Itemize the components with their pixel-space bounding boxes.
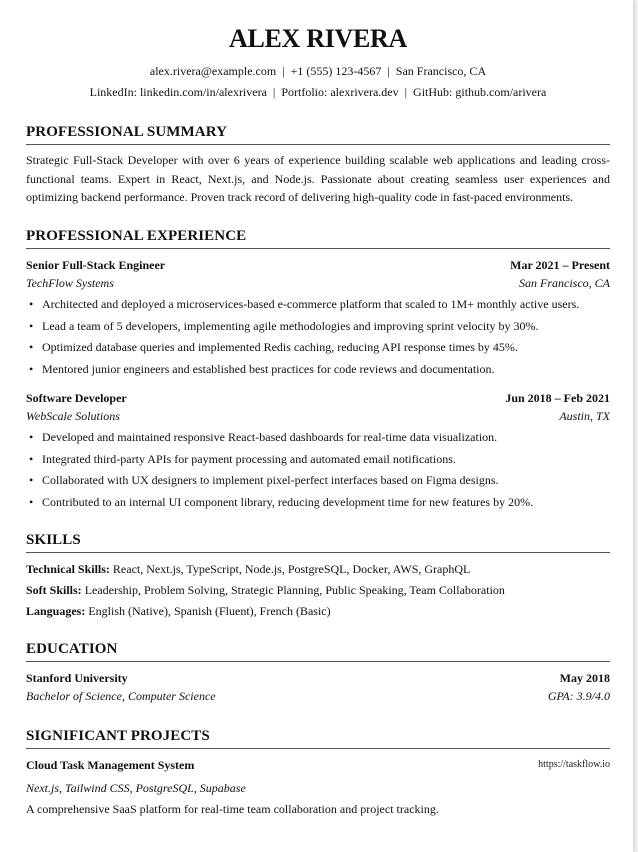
job-bullets	[26, 294, 610, 380]
section-title-education: EDUCATION	[26, 640, 610, 662]
education-degree: Bachelor of Science, Computer Science	[26, 689, 216, 704]
contact-line-primary	[26, 61, 610, 82]
contact-separator: |	[282, 64, 285, 78]
contact-separator: |	[387, 64, 390, 78]
job-bullet: • Contributed to an internal UI component library, reducing development time for new features by 20%.	[26, 492, 610, 514]
phone-number: +1 (555) 123-4567	[290, 64, 382, 78]
summary-section	[26, 123, 610, 207]
project-stack: Next.js, Tailwind CSS, PostgreSQL, Supabase	[26, 781, 246, 796]
skills-languages-value: English (Native), Spanish (Fluent), French (Basic)	[88, 604, 331, 619]
projects-section	[26, 727, 610, 820]
job-dates: Mar 2021 – Present	[510, 258, 610, 273]
job-bullets	[26, 427, 610, 513]
section-title-summary: PROFESSIONAL SUMMARY	[26, 123, 610, 145]
skills-soft-label: Soft Skills:	[26, 583, 82, 598]
portfolio-link[interactable]: Portfolio: alexrivera.dev	[281, 85, 399, 99]
skills-soft-value: Leadership, Problem Solving, Strategic Planning, Public Speaking, Team Collaboration	[84, 583, 505, 598]
summary-text: Strategic Full-Stack Developer with over 6 years of experience building scalable web applications and leading cross-functional teams. Expert in React, Next.js, and Node.js. Passionate about creating seamless user experiences and optimizing backend performance. Proven track record of delivering high-quality code in fast-paced environments.	[26, 153, 610, 205]
skills-section	[26, 531, 610, 622]
job-location: Austin, TX	[559, 409, 610, 424]
job-entry	[26, 256, 610, 380]
job-dates: Jun 2018 – Feb 2021	[505, 391, 610, 406]
education-school: Stanford University	[26, 671, 128, 686]
project-entry	[26, 756, 610, 820]
job-role: Software Developer	[26, 391, 127, 406]
contact-separator: |	[272, 85, 276, 99]
section-title-experience: PROFESSIONAL EXPERIENCE	[26, 227, 610, 249]
github-link[interactable]: GitHub: github.com/arivera	[413, 85, 547, 99]
project-link[interactable]: https://taskflow.io	[538, 759, 610, 771]
skills-technical-label: Technical Skills:	[26, 562, 110, 577]
job-location: San Francisco, CA	[519, 276, 610, 291]
resume-content	[26, 24, 610, 820]
skills-technical-value: React, Next.js, TypeScript, Node.js, PostgreSQL, Docker, AWS, GraphQL	[112, 562, 471, 577]
section-title-projects: SIGNIFICANT PROJECTS	[26, 727, 610, 749]
job-bullet: • Developed and maintained responsive React-based dashboards for real-time data visualization.	[26, 427, 610, 449]
job-company: WebScale Solutions	[26, 409, 120, 424]
job-bullet: • Integrated third-party APIs for payment processing and automated email notifications.	[26, 449, 610, 471]
skills-soft	[26, 580, 610, 601]
section-title-skills: SKILLS	[26, 531, 610, 553]
job-bullet: • Optimized database queries and implemented Redis caching, reducing API response times by 45%.	[26, 337, 610, 359]
education-section	[26, 640, 610, 705]
contact-line-links	[26, 82, 610, 103]
job-bullet: • Mentored junior engineers and established best practices for code reviews and documentation.	[26, 359, 610, 381]
skills-languages	[26, 601, 610, 622]
job-bullet: • Architected and deployed a microservices-based e-commerce platform that scaled to 1M+ monthly active users.	[26, 294, 610, 316]
skills-technical	[26, 559, 610, 580]
experience-section	[26, 227, 610, 513]
education-entry	[26, 669, 610, 705]
contact-separator: |	[404, 85, 408, 99]
job-role: Senior Full-Stack Engineer	[26, 258, 166, 273]
job-company: TechFlow Systems	[26, 276, 114, 291]
education-gpa: GPA: 3.9/4.0	[547, 689, 610, 704]
job-bullet: • Collaborated with UX designers to implement pixel-perfect interfaces based on Figma designs.	[26, 470, 610, 492]
job-entry	[26, 389, 610, 513]
project-name: Cloud Task Management System	[26, 758, 195, 773]
project-description: A comprehensive SaaS platform for real-time team collaboration and project tracking.	[26, 802, 439, 817]
linkedin-link[interactable]: LinkedIn: linkedin.com/in/alexrivera	[89, 85, 267, 99]
skills-languages-label: Languages:	[26, 604, 86, 619]
location-text: San Francisco, CA	[395, 64, 487, 78]
email-link[interactable]: alex.rivera@example.com	[149, 64, 277, 78]
candidate-name: ALEX RIVERA	[228, 24, 407, 53]
education-date: May 2018	[559, 671, 610, 686]
job-bullet: • Lead a team of 5 developers, implementing agile methodologies and improving sprint velocity by 30%.	[26, 316, 610, 338]
